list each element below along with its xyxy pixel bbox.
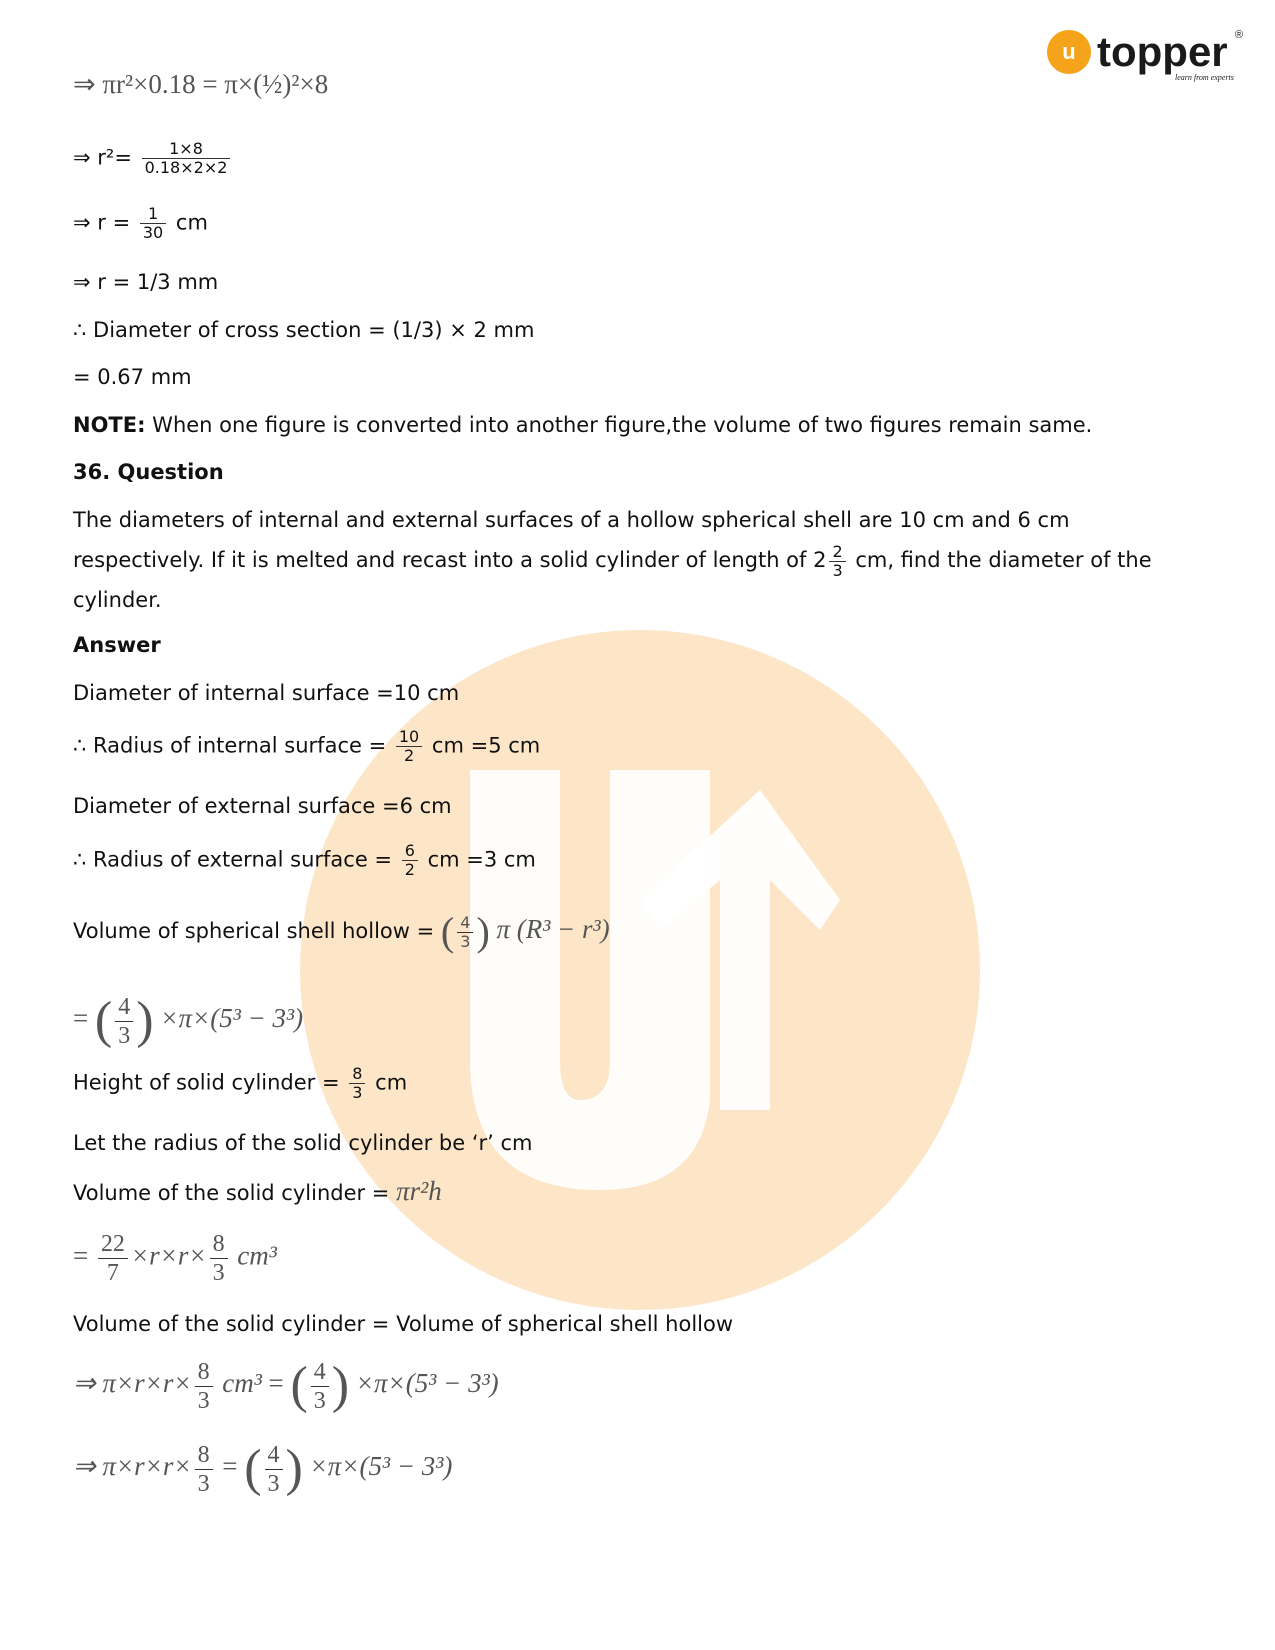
fraction: $\frac{4}{3}$ <box>115 993 133 1050</box>
answer-line-3: Diameter of external surface =6 cm <box>73 794 452 818</box>
answer-line-8: Let the radius of the solid cylinder be ‘r’ cm <box>73 1131 533 1155</box>
answer-line-2: ∴ Radius of internal surface = $\frac{10}{2}$ cm =5 cm <box>73 727 541 765</box>
answer-line-5: Volume of spherical shell hollow = ( $\frac{4}{3}$ ) π (R³ − r³) <box>73 909 610 954</box>
equation-line-4: ⇒ r = 1/3 mm <box>73 270 219 294</box>
note-label: NOTE: <box>73 413 146 437</box>
answer-line-12: ⇒ π×r×r× $\frac{8}{3}$ cm³ = ( $\frac{4}{3}$ ) ×π×(5³ − 3³) <box>73 1357 499 1414</box>
fraction: $\frac{8}{3}$ <box>349 1065 365 1102</box>
fraction: $\frac{4}{3}$ <box>311 1358 329 1415</box>
diameter-line: ∴ Diameter of cross section = (1/3) × 2 mm <box>73 318 535 342</box>
answer-line-7: Height of solid cylinder = $\frac{8}{3}$ cm <box>73 1064 408 1102</box>
fraction: $\frac{4}{3}$ <box>457 914 473 951</box>
note <box>73 413 1092 438</box>
fraction: $\frac{8}{3}$ <box>195 1441 213 1498</box>
svg-text:u: u <box>1062 39 1076 64</box>
fraction: $\frac{8}{3}$ <box>195 1358 213 1415</box>
result-line: = 0.67 mm <box>73 365 192 389</box>
answer-line-11: Volume of the solid cylinder = Volume of spherical shell hollow <box>73 1312 734 1336</box>
equation-line-1: ⇒ πr²×0.18 = π×(½)²×8 <box>73 69 329 99</box>
equation-line-2: ⇒ r²= $\frac{1\times 8}{0.18\times 2\times 2}$ <box>73 140 233 177</box>
note-text: When one figure is converted into another figure,the volume of two figures remain same. <box>145 413 1093 437</box>
question-text: The diameters of internal and external surfaces of a hollow spherical shell are 10 cm and 6 cm respectively. If it is melted and recast into a solid cylinder of length of 2 $\frac{2}{3}$ cm, find the diameter of the cylinder. <box>73 508 1152 612</box>
logo-tagline: learn from experts <box>1175 73 1234 82</box>
fraction: $\frac{1}{30}$ <box>140 205 166 242</box>
answer-line-1: Diameter of internal surface =10 cm <box>73 681 460 705</box>
fraction: $\frac{8}{3}$ <box>210 1230 228 1287</box>
fraction: $\frac{6}{2}$ <box>402 842 418 879</box>
mixed-fraction: $\frac{2}{3}$ <box>829 543 845 580</box>
answer-line-10: = $\frac{22}{7}$ ×r×r× $\frac{8}{3}$ cm³ <box>73 1231 277 1286</box>
fraction: $\frac{4}{3}$ <box>265 1441 283 1498</box>
equation-line-3: ⇒ r = $\frac{1}{30}$ cm <box>73 204 208 242</box>
fraction: $\frac{1\times 8}{0.18\times 2\times 2}$ <box>142 140 231 177</box>
fraction: $\frac{10}{2}$ <box>396 728 422 765</box>
answer-line-9: Volume of the solid cylinder = πr²h <box>73 1176 442 1206</box>
brand-logo <box>1045 28 1245 88</box>
answer-line-4: ∴ Radius of external surface = $\frac{6}{2}$ cm =3 cm <box>73 841 536 879</box>
logo-text: topper <box>1097 28 1228 75</box>
question-heading: 36. Question <box>73 460 224 484</box>
answer-line-13: ⇒ π×r×r× $\frac{8}{3}$ = ( $\frac{4}{3}$ ) ×π×(5³ − 3³) <box>73 1440 453 1497</box>
registered-mark: ® <box>1235 29 1244 41</box>
fraction: $\frac{22}{7}$ <box>98 1230 128 1287</box>
answer-heading: Answer <box>73 633 161 657</box>
answer-line-6: = ( $\frac{4}{3}$ ) ×π×(5³ − 3³) <box>73 992 304 1049</box>
